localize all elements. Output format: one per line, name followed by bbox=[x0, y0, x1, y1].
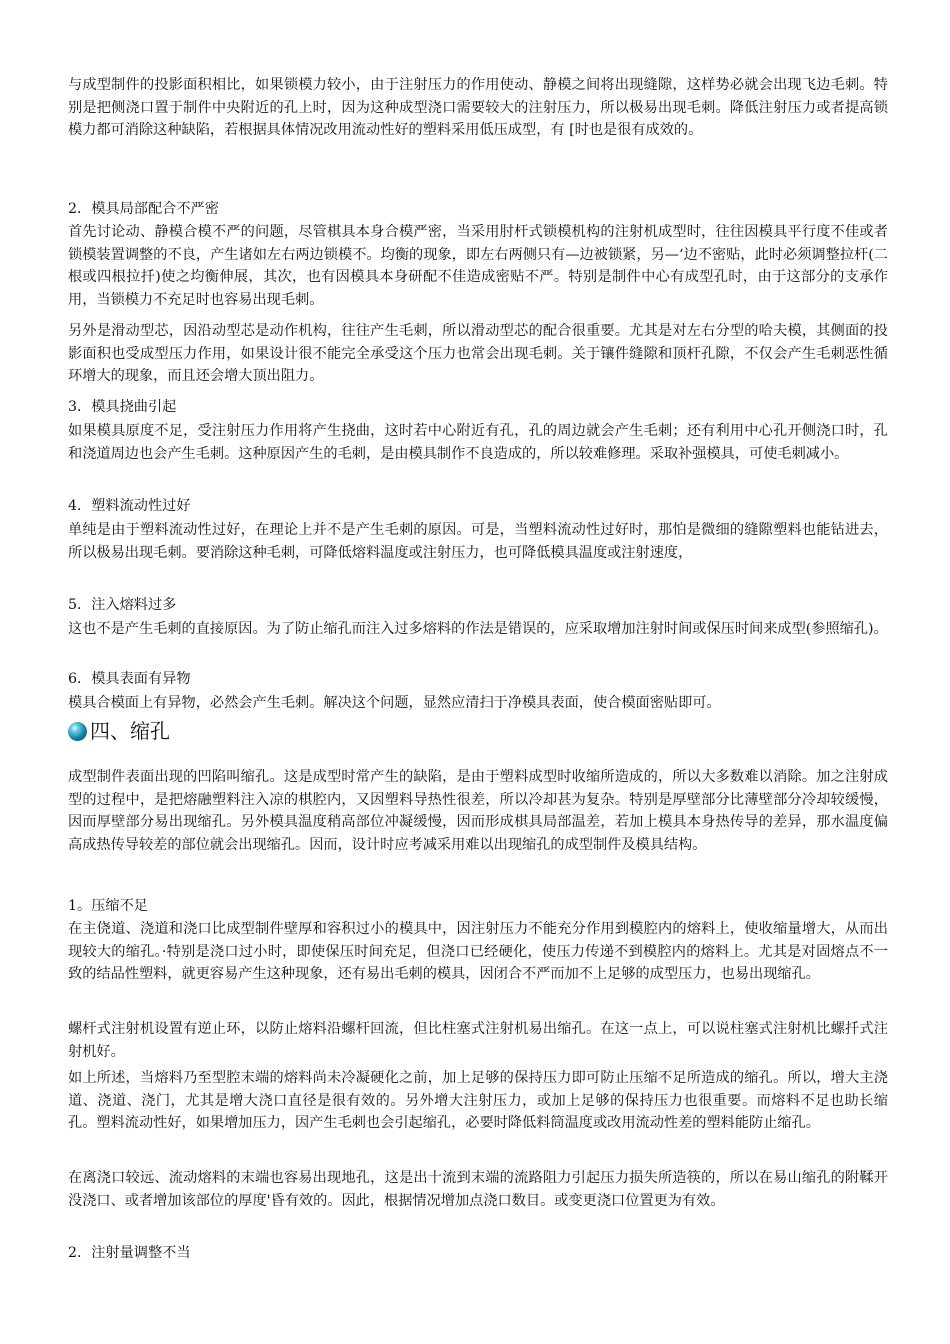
heading-text: 2．模具局部配合不严密 bbox=[68, 201, 219, 217]
paragraph-text: 如上所述，当熔料乃至型腔末端的熔料尚未冷凝硬化之前，加上足够的保持压力即可防止压缩不足所造成的缩孔。所以，增大主浇道、浇道、浇门，尤其是增大浇口直径是很有效的。另外增大注射压力，或加上足够的保持压力也很重要。而熔料不足也助长缩孔。塑料流动性好，如果增加压力，因产生毛刺也会引起缩孔，必要时降低料筒温度或改用流动性差的塑料能防止缩孔。 bbox=[68, 1070, 888, 1132]
heading-text: 2．注射量调整不当 bbox=[68, 1245, 191, 1261]
paragraph-text: 如果模具原度不足，受注射压力作用将产生挠曲，这时若中心附近有孔，孔的周边就会产生毛刺；还有利用中心孔开侧浇口时，孔和浇道周边也会产生毛刺。这种原因产生的毛刺，是由模具制作不良造成的，所以较难修理。采取补强模具，可使毛刺减小。 bbox=[68, 423, 888, 462]
paragraph-mold-deflection bbox=[68, 420, 888, 465]
section-title-text: 四、缩孔 bbox=[90, 719, 170, 743]
heading-mold-deflection bbox=[68, 396, 888, 419]
sphere-bullet-icon bbox=[68, 722, 87, 741]
paragraph-text: 单纯是由于塑料流动性过好，在理论上并不是产生毛刺的原因。可是，当塑料流动性过好时，那怕是微细的缝隙塑料也能钻进去，所以极易出现毛刺。要消除这种毛刺，可降低熔料温度或注射压力，也可降低模具温度或注射速度， bbox=[68, 522, 888, 561]
heading-text: 3．模具挠曲引起 bbox=[68, 399, 177, 415]
paragraph-text: 首先讨论动、静模合模不严的问题，尽管棋具本身合模严密，当采用肘杆式锁模机构的注射机成型时，往往因模具平行度不佳或者锁模装置调整的不良，产生诸如左右两边锁模不。均衡的现象，即左右两侧只有—边被锁紧，另—‘边不密贴，此时必须调整拉杆(二根或四根拉扦)使之均衡伸展，其次，也有因模具本身研配不佳造成密贴不严。特别是制件中心有成型孔时，由于这部分的支承作用，当锁模力不充足时也容易出现毛刺。 bbox=[68, 224, 888, 308]
paragraph-fluidity bbox=[68, 519, 888, 564]
paragraph-clamping-force bbox=[68, 74, 888, 142]
paragraph-shrinkage-intro bbox=[68, 766, 888, 856]
paragraph-foreign-matter bbox=[68, 692, 888, 715]
paragraph-insufficient-pressure bbox=[68, 918, 888, 986]
paragraph-gate-position bbox=[68, 1167, 888, 1212]
heading-foreign-matter bbox=[68, 668, 888, 691]
paragraph-text: 另外是滑动型芯，因沿动型芯是动作机构，往往产生毛刺，所以滑动型芯的配合很重要。尤其是对左右分型的哈夫模，其侧面的投影面积也受成型压力作用，如果设计很不能完全承受这个压力也常会出现毛刺。关于镶件缝隙和顶杆孔隙，不仅会产生毛刺恶性循环增大的现象，而且还会增大顶出阻力。 bbox=[68, 323, 888, 385]
heading-text: 5．注入熔料过多 bbox=[68, 597, 177, 613]
paragraph-text: 螺杆式注射机设置有逆止环，以防止熔料沿螺杆回流，但比柱塞式注射机易出缩孔。在这一点上，可以说柱塞式注射机比螺扦式注射机好。 bbox=[68, 1021, 888, 1060]
section-title-shrinkage bbox=[68, 718, 170, 744]
paragraph-slide-core bbox=[68, 320, 888, 388]
heading-shot-volume bbox=[68, 1242, 888, 1265]
heading-overfill bbox=[68, 594, 888, 617]
heading-insufficient-pressure bbox=[68, 895, 888, 918]
heading-text: 4．塑料流动性过好 bbox=[68, 498, 191, 514]
heading-mold-fit bbox=[68, 198, 888, 221]
paragraph-text: 模具合模面上有异物，必然会产生毛刺。解决这个问题，显然应清扫于净模具表面，使合模面密贴即可。 bbox=[68, 695, 721, 711]
paragraph-holding-pressure bbox=[68, 1067, 888, 1135]
paragraph-text: 在主侥道、浇道和浇口比成型制件壁厚和容积过小的模具中，因注射压力不能充分作用到模腔内的熔料上，使收缩量增大，从而出现较大的缩孔。·特别是浇口过小时，即使保压时间充足，但浇口已经硬化，使压力传递不到模腔内的熔料上。尤其是对固熔点不一致的结品性塑料，就更容易产生这种现象，还有易出毛刺的模具，因闭合不严而加不上足够的成型压力，也易出现缩孔。 bbox=[68, 921, 888, 983]
heading-text: 1。压缩不足 bbox=[68, 898, 148, 914]
paragraph-screw-machine bbox=[68, 1018, 888, 1063]
paragraph-mold-fit bbox=[68, 221, 888, 311]
heading-text: 6．模具表面有异物 bbox=[68, 671, 191, 687]
paragraph-text: 这也不是产生毛刺的直接原因。为了防止缩孔而注入过多熔料的作法是错误的，应采取增加注射时间或保压时间来成型(参照缩孔)。 bbox=[68, 621, 888, 637]
paragraph-text: 在离浇口较远、流动熔料的末端也容易出现地孔，这是出十流到末端的流路阻力引起压力损失所造筷的，所以在易山缩孔的附鞣开没浇口、或者增加该部位的厚度'昏有效的。因此，根据情况增加点浇口数目。或变更浇口位置更为有效。 bbox=[68, 1170, 888, 1209]
paragraph-text: 与成型制件的投影面积相比，如果锁模力较小，由于注射压力的作用使动、静模之间将出现缝隙，这样势必就会出现飞边毛刺。特别是把侧浇口置于制件中央附近的孔上时，因为这种成型浇口需要较大的注射压力，所以极易出现毛刺。降低注射压力或者提高锁模力都可消除这种缺陷，若根据具体情况改用流动性好的塑料采用低压成型，有 [时也是很有成效的。 bbox=[68, 77, 888, 139]
paragraph-overfill bbox=[68, 618, 888, 641]
paragraph-text: 成型制件表面出现的凹陷叫缩孔。这是成型时常产生的缺陷，是由于塑料成型时收缩所造成的，所以大多数难以消除。加之注射成型的过程中，是把熔融塑料注入凉的棋腔内，又因塑料导热性很差，所以冷却甚为复杂。特别是厚壁部分比薄壁部分冷却较缓慢，因而厚壁部分易出现缩孔。另外模具温度稍高部位冲凝缓慢，因而形成棋具局部温差，若加上模具本身热传导的差异，那水温度偏高成热传导较差的部位就会出现缩孔。因而，设计时应考减采用难以出现缩孔的成型制件及模具结构。 bbox=[68, 769, 888, 853]
heading-fluidity bbox=[68, 495, 888, 518]
